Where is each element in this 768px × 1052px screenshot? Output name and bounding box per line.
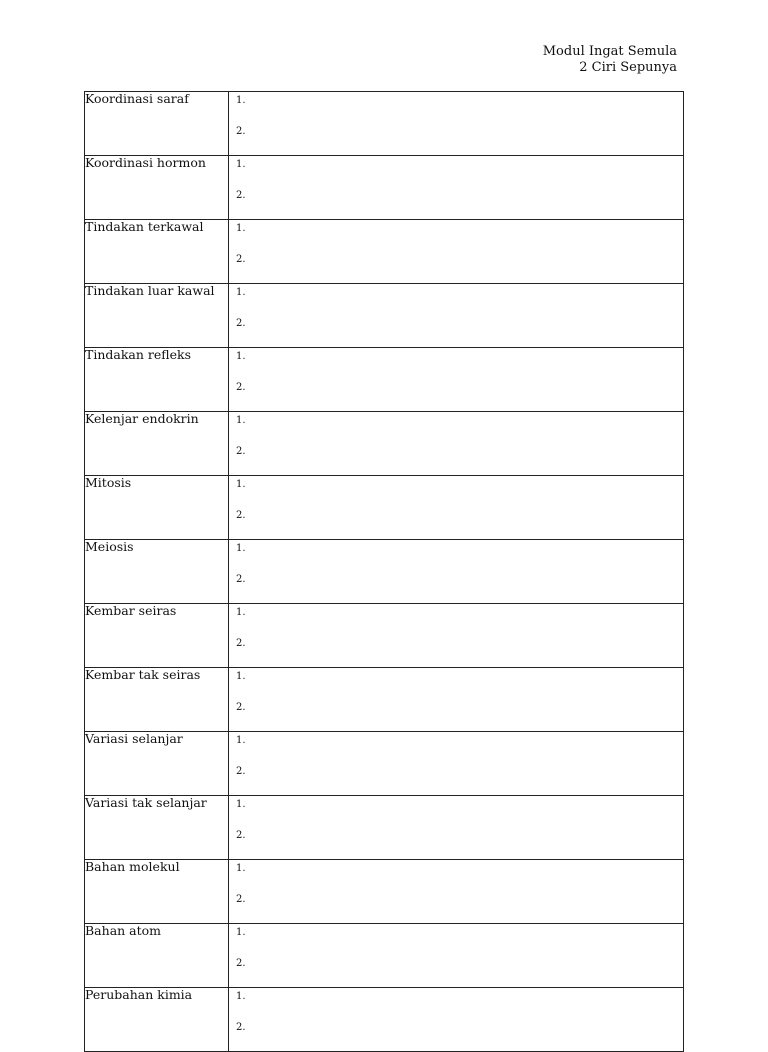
- answer-number-1: 1.: [236, 287, 246, 298]
- answer-cell[interactable]: [229, 540, 684, 604]
- worksheet-body: [85, 92, 684, 1052]
- term-cell: Koordinasi hormon: [85, 156, 229, 220]
- answer-number-1: 1.: [236, 543, 246, 554]
- answer-number-2: 2.: [236, 702, 246, 713]
- table-row: [85, 796, 684, 860]
- answer-cell[interactable]: [229, 476, 684, 540]
- table-row: [85, 220, 684, 284]
- answer-cell[interactable]: [229, 668, 684, 732]
- term-cell: Tindakan refleks: [85, 348, 229, 412]
- table-row: [85, 92, 684, 156]
- answer-cell[interactable]: [229, 732, 684, 796]
- answer-cell[interactable]: [229, 604, 684, 668]
- table-row: [85, 412, 684, 476]
- module-subtitle: 2 Ciri Sepunya: [579, 60, 677, 75]
- answer-cell[interactable]: [229, 860, 684, 924]
- term-cell: Bahan molekul: [85, 860, 229, 924]
- answer-number-2: 2.: [236, 574, 246, 585]
- answer-cell[interactable]: [229, 412, 684, 476]
- answer-number-1: 1.: [236, 863, 246, 874]
- answer-number-2: 2.: [236, 318, 246, 329]
- answer-cell[interactable]: [229, 156, 684, 220]
- answer-cell[interactable]: [229, 92, 684, 156]
- table-row: [85, 604, 684, 668]
- answer-number-1: 1.: [236, 991, 246, 1002]
- term-cell: Bahan atom: [85, 924, 229, 988]
- answer-number-1: 1.: [236, 735, 246, 746]
- answer-number-2: 2.: [236, 254, 246, 265]
- term-cell: Tindakan luar kawal: [85, 284, 229, 348]
- answer-cell[interactable]: [229, 220, 684, 284]
- module-title: Modul Ingat Semula: [542, 44, 677, 59]
- answer-number-2: 2.: [236, 830, 246, 841]
- answer-cell[interactable]: [229, 348, 684, 412]
- table-row: [85, 988, 684, 1052]
- answer-number-2: 2.: [236, 638, 246, 649]
- worksheet-table: [84, 91, 684, 1052]
- term-cell: Koordinasi saraf: [85, 92, 229, 156]
- table-row: [85, 540, 684, 604]
- answer-number-2: 2.: [236, 1022, 246, 1033]
- answer-cell[interactable]: [229, 284, 684, 348]
- answer-number-2: 2.: [236, 510, 246, 521]
- answer-number-2: 2.: [236, 958, 246, 969]
- answer-number-1: 1.: [236, 159, 246, 170]
- answer-number-2: 2.: [236, 190, 246, 201]
- answer-number-2: 2.: [236, 126, 246, 137]
- term-cell: Variasi selanjar: [85, 732, 229, 796]
- answer-number-2: 2.: [236, 446, 246, 457]
- answer-number-1: 1.: [236, 415, 246, 426]
- table-row: [85, 924, 684, 988]
- term-cell: Kelenjar endokrin: [85, 412, 229, 476]
- answer-number-1: 1.: [236, 927, 246, 938]
- term-cell: Kembar seiras: [85, 604, 229, 668]
- table-row: [85, 476, 684, 540]
- term-cell: Mitosis: [85, 476, 229, 540]
- answer-cell[interactable]: [229, 924, 684, 988]
- table-row: [85, 732, 684, 796]
- table-row: [85, 348, 684, 412]
- page-header: [543, 44, 677, 76]
- term-cell: Tindakan terkawal: [85, 220, 229, 284]
- answer-cell[interactable]: [229, 988, 684, 1052]
- table-row: [85, 860, 684, 924]
- term-cell: Variasi tak selanjar: [85, 796, 229, 860]
- answer-number-1: 1.: [236, 351, 246, 362]
- answer-number-1: 1.: [236, 223, 246, 234]
- answer-number-1: 1.: [236, 671, 246, 682]
- answer-number-1: 1.: [236, 607, 246, 618]
- table-row: [85, 284, 684, 348]
- answer-number-2: 2.: [236, 382, 246, 393]
- answer-number-1: 1.: [236, 479, 246, 490]
- table-row: [85, 156, 684, 220]
- table-row: [85, 668, 684, 732]
- answer-number-2: 2.: [236, 894, 246, 905]
- answer-number-2: 2.: [236, 766, 246, 777]
- answer-number-1: 1.: [236, 95, 246, 106]
- answer-cell[interactable]: [229, 796, 684, 860]
- term-cell: Perubahan kimia: [85, 988, 229, 1052]
- term-cell: Meiosis: [85, 540, 229, 604]
- answer-number-1: 1.: [236, 799, 246, 810]
- term-cell: Kembar tak seiras: [85, 668, 229, 732]
